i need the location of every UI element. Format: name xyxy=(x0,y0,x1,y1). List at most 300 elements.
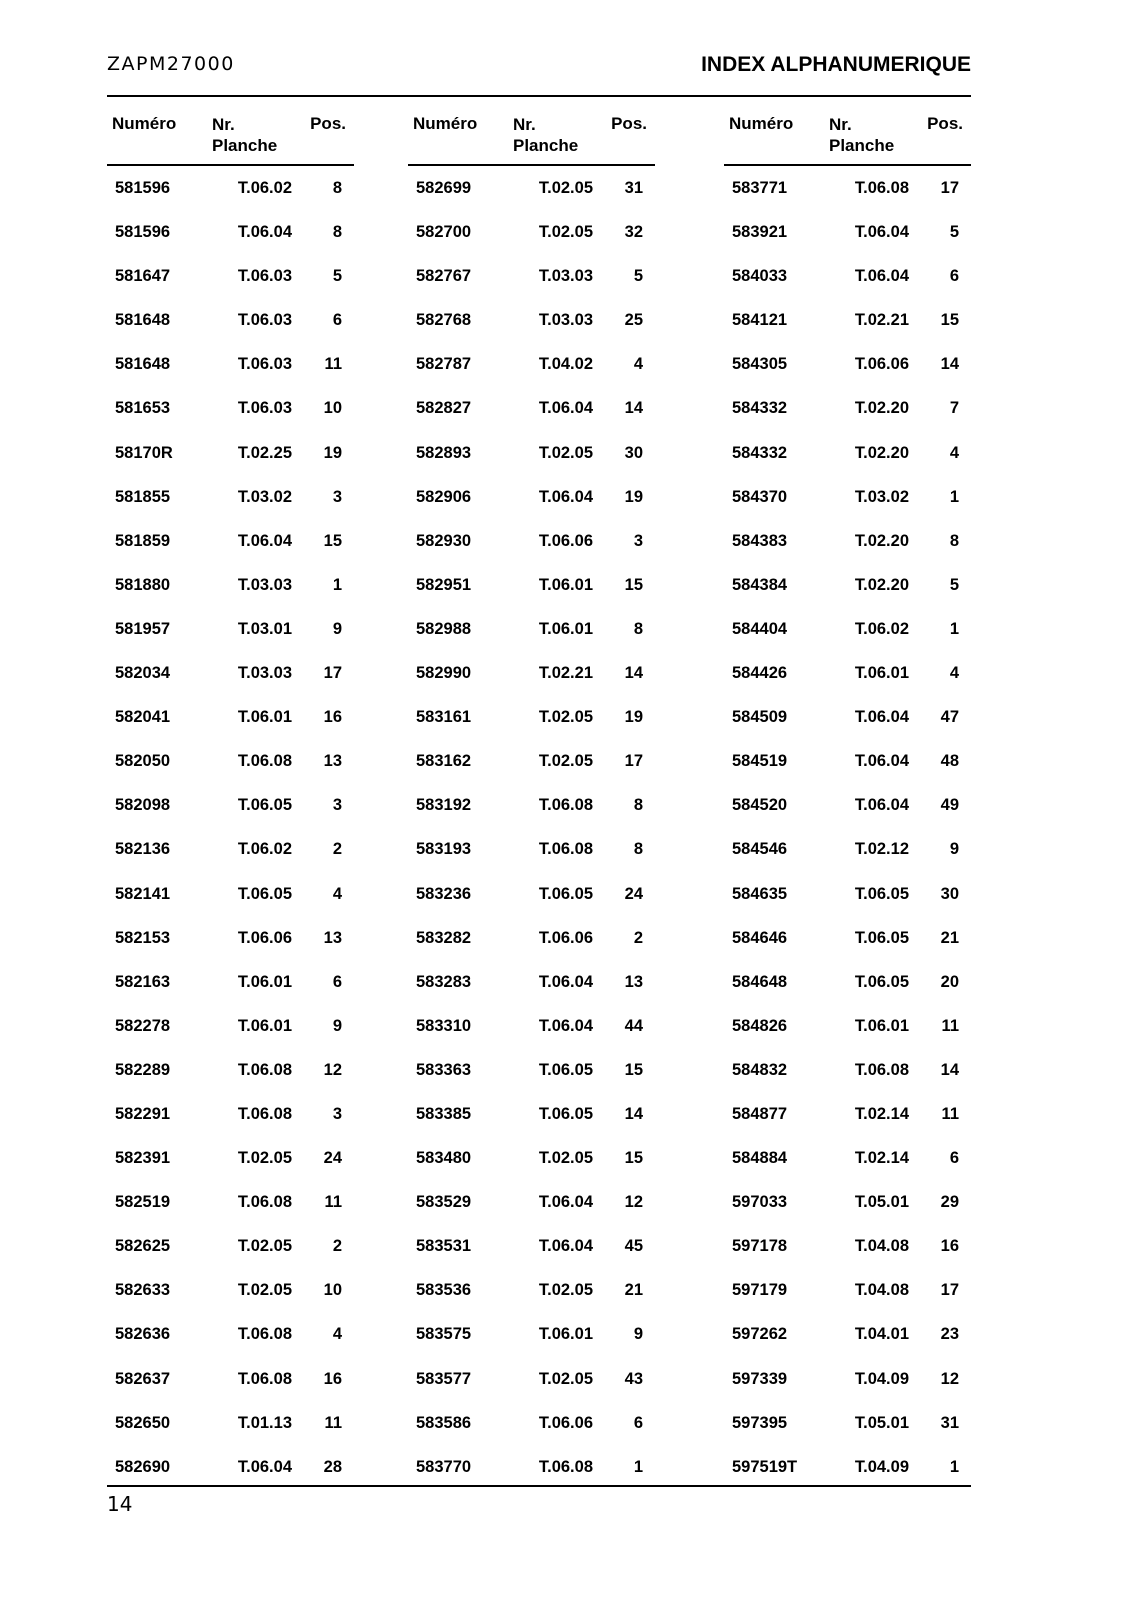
cell-numero: 58170R xyxy=(115,443,173,462)
bottom-rule xyxy=(107,1485,971,1487)
table-row xyxy=(724,827,971,871)
cell-numero: 582650 xyxy=(115,1413,171,1432)
index-rows xyxy=(724,166,971,1489)
table-row xyxy=(107,783,354,827)
cell-nr-planche: T.06.04 xyxy=(237,1457,292,1476)
cell-nr-planche: T.02.05 xyxy=(538,708,593,727)
cell-numero: 582034 xyxy=(115,664,171,683)
cell-nr-planche: T.06.02 xyxy=(237,840,292,859)
cell-numero: 582767 xyxy=(416,267,472,286)
cell-numero: 584646 xyxy=(732,928,788,947)
cell-nr-planche: T.06.05 xyxy=(854,884,909,903)
cell-nr-planche: T.06.08 xyxy=(237,752,292,771)
cell-nr-planche: T.06.03 xyxy=(237,311,292,330)
table-row xyxy=(408,827,655,871)
table-row xyxy=(724,298,971,342)
cell-pos: 7 xyxy=(949,399,959,418)
table-row xyxy=(724,1136,971,1180)
cell-numero: 597178 xyxy=(732,1237,788,1256)
header-nr: Nr. xyxy=(829,115,852,134)
table-row xyxy=(107,431,354,475)
cell-pos: 11 xyxy=(941,1016,959,1035)
cell-numero: 582827 xyxy=(416,399,472,418)
table-row xyxy=(107,872,354,916)
cell-pos: 19 xyxy=(624,487,643,506)
cell-pos: 3 xyxy=(332,796,342,815)
cell-nr-planche: T.06.02 xyxy=(237,179,292,197)
cell-numero: 584384 xyxy=(732,575,788,594)
index-column-2 xyxy=(408,97,655,1489)
cell-numero: 584404 xyxy=(732,619,788,638)
cell-nr-planche: T.02.05 xyxy=(538,443,593,462)
cell-nr-planche: T.06.01 xyxy=(854,664,909,683)
table-row xyxy=(724,739,971,783)
cell-numero: 583529 xyxy=(416,1193,472,1212)
cell-nr-planche: T.02.12 xyxy=(854,840,909,859)
table-row xyxy=(408,1092,655,1136)
cell-pos: 5 xyxy=(332,267,342,286)
header-nr: Nr. xyxy=(513,115,536,134)
cell-numero: 584370 xyxy=(732,487,788,506)
cell-pos: 19 xyxy=(323,443,342,462)
header-numero: Numéro xyxy=(112,114,177,133)
cell-pos: 6 xyxy=(332,311,342,330)
cell-nr-planche: T.04.08 xyxy=(854,1281,909,1300)
cell-nr-planche: T.02.20 xyxy=(854,575,909,594)
cell-numero: 582951 xyxy=(416,575,472,594)
page-number: 14 xyxy=(107,1492,133,1516)
cell-numero: 582633 xyxy=(115,1281,171,1300)
cell-numero: 583161 xyxy=(416,708,472,727)
cell-pos: 11 xyxy=(324,1413,342,1432)
table-row xyxy=(408,254,655,298)
cell-pos: 8 xyxy=(633,840,643,859)
table-row xyxy=(408,1004,655,1048)
cell-numero: 582519 xyxy=(115,1193,171,1212)
table-row xyxy=(408,342,655,386)
cell-pos: 9 xyxy=(332,619,342,638)
cell-nr-planche: T.06.08 xyxy=(237,1104,292,1123)
cell-numero: 582041 xyxy=(115,708,171,727)
cell-nr-planche: T.06.08 xyxy=(538,796,593,815)
table-row xyxy=(408,475,655,519)
table-row xyxy=(408,386,655,430)
cell-numero: 584826 xyxy=(732,1016,788,1035)
cell-numero: 582391 xyxy=(115,1149,171,1168)
cell-numero: 583385 xyxy=(416,1104,472,1123)
header-planche: Planche xyxy=(212,136,278,155)
cell-pos: 2 xyxy=(633,928,643,947)
cell-nr-planche: T.03.03 xyxy=(538,311,593,330)
cell-nr-planche: T.02.05 xyxy=(538,752,593,771)
cell-pos: 4 xyxy=(332,1325,342,1344)
cell-numero: 582278 xyxy=(115,1016,171,1035)
cell-pos: 49 xyxy=(940,796,959,815)
table-row xyxy=(724,166,971,210)
cell-numero: 583236 xyxy=(416,884,472,903)
cell-nr-planche: T.06.04 xyxy=(538,1237,593,1256)
cell-numero: 582153 xyxy=(115,928,171,947)
table-row xyxy=(107,1445,354,1489)
cell-numero: 584635 xyxy=(732,884,788,903)
table-row xyxy=(724,1224,971,1268)
cell-numero: 583770 xyxy=(416,1457,472,1476)
cell-nr-planche: T.03.02 xyxy=(854,487,909,506)
cell-nr-planche: T.02.21 xyxy=(854,311,909,330)
table-row xyxy=(408,1445,655,1489)
cell-pos: 13 xyxy=(323,752,342,771)
cell-pos: 1 xyxy=(949,1457,959,1476)
cell-numero: 582636 xyxy=(115,1325,171,1344)
cell-numero: 584332 xyxy=(732,399,788,418)
cell-pos: 8 xyxy=(633,796,643,815)
table-row xyxy=(724,1445,971,1489)
cell-nr-planche: T.06.03 xyxy=(237,267,292,286)
cell-numero: 583480 xyxy=(416,1149,472,1168)
index-column-3 xyxy=(724,97,971,1489)
cell-pos: 21 xyxy=(624,1281,643,1300)
table-row xyxy=(408,960,655,1004)
cell-pos: 6 xyxy=(949,1149,959,1168)
cell-numero: 582289 xyxy=(115,1060,171,1079)
table-row xyxy=(724,563,971,607)
cell-pos: 31 xyxy=(940,1413,959,1432)
cell-nr-planche: T.02.05 xyxy=(538,179,593,197)
cell-numero: 581648 xyxy=(115,355,171,374)
cell-pos: 24 xyxy=(323,1149,342,1168)
table-row xyxy=(408,1048,655,1092)
cell-numero: 597395 xyxy=(732,1413,788,1432)
cell-pos: 29 xyxy=(940,1193,959,1212)
table-row xyxy=(107,1092,354,1136)
table-row xyxy=(408,651,655,695)
cell-numero: 582141 xyxy=(115,884,171,903)
cell-nr-planche: T.06.01 xyxy=(237,972,292,991)
cell-numero: 584426 xyxy=(732,664,788,683)
cell-nr-planche: T.06.05 xyxy=(237,884,292,903)
table-row xyxy=(107,519,354,563)
page-title: INDEX ALPHANUMERIQUE xyxy=(701,53,971,76)
cell-nr-planche: T.02.05 xyxy=(538,223,593,242)
cell-nr-planche: T.03.03 xyxy=(237,575,292,594)
table-row xyxy=(724,1312,971,1356)
cell-numero: 584033 xyxy=(732,267,788,286)
cell-numero: 582098 xyxy=(115,796,171,815)
cell-nr-planche: T.06.01 xyxy=(538,619,593,638)
cell-numero: 583310 xyxy=(416,1016,472,1035)
cell-pos: 1 xyxy=(332,575,342,594)
cell-numero: 584648 xyxy=(732,972,788,991)
cell-pos: 45 xyxy=(624,1237,643,1256)
table-row xyxy=(408,563,655,607)
cell-numero: 582637 xyxy=(115,1369,171,1388)
cell-numero: 582625 xyxy=(115,1237,171,1256)
cell-nr-planche: T.01.13 xyxy=(237,1413,292,1432)
cell-pos: 11 xyxy=(941,1104,959,1123)
table-row xyxy=(107,1224,354,1268)
cell-pos: 6 xyxy=(633,1413,643,1432)
cell-nr-planche: T.06.08 xyxy=(237,1369,292,1388)
cell-pos: 48 xyxy=(940,752,959,771)
cell-nr-planche: T.06.04 xyxy=(538,487,593,506)
cell-pos: 2 xyxy=(332,840,342,859)
table-row xyxy=(408,1136,655,1180)
cell-numero: 597262 xyxy=(732,1325,788,1344)
table-row xyxy=(408,166,655,210)
table-row xyxy=(724,431,971,475)
cell-nr-planche: T.06.04 xyxy=(538,972,593,991)
table-row xyxy=(408,872,655,916)
cell-pos: 15 xyxy=(624,575,643,594)
cell-pos: 13 xyxy=(323,928,342,947)
cell-pos: 3 xyxy=(332,487,342,506)
cell-numero: 597033 xyxy=(732,1193,788,1212)
table-row xyxy=(408,1268,655,1312)
cell-pos: 1 xyxy=(949,487,959,506)
cell-numero: 582163 xyxy=(115,972,171,991)
table-row xyxy=(724,210,971,254)
table-row xyxy=(408,298,655,342)
cell-nr-planche: T.06.05 xyxy=(854,928,909,947)
header-nr-planche xyxy=(212,114,277,156)
index-column-1 xyxy=(107,97,354,1489)
table-row xyxy=(724,1357,971,1401)
cell-nr-planche: T.03.01 xyxy=(237,619,292,638)
cell-nr-planche: T.02.05 xyxy=(237,1237,292,1256)
table-row xyxy=(408,739,655,783)
cell-numero: 584383 xyxy=(732,531,788,550)
table-row xyxy=(724,519,971,563)
cell-nr-planche: T.05.01 xyxy=(854,1193,909,1212)
cell-nr-planche: T.02.05 xyxy=(538,1281,593,1300)
cell-numero: 582930 xyxy=(416,531,472,550)
cell-nr-planche: T.06.01 xyxy=(854,1016,909,1035)
cell-nr-planche: T.06.05 xyxy=(237,796,292,815)
cell-pos: 4 xyxy=(949,443,959,462)
table-row xyxy=(724,1004,971,1048)
table-row xyxy=(724,607,971,651)
table-row xyxy=(107,1136,354,1180)
cell-nr-planche: T.02.25 xyxy=(237,443,292,462)
table-row xyxy=(107,916,354,960)
cell-nr-planche: T.06.06 xyxy=(854,355,909,374)
cell-nr-planche: T.02.20 xyxy=(854,531,909,550)
cell-numero: 584520 xyxy=(732,796,788,815)
cell-pos: 16 xyxy=(323,1369,342,1388)
table-row xyxy=(724,1401,971,1445)
table-row xyxy=(107,563,354,607)
cell-numero: 583282 xyxy=(416,928,472,947)
cell-numero: 581596 xyxy=(115,179,171,197)
cell-nr-planche: T.03.02 xyxy=(237,487,292,506)
cell-numero: 584884 xyxy=(732,1149,788,1168)
cell-pos: 15 xyxy=(323,531,342,550)
cell-nr-planche: T.06.04 xyxy=(538,1016,593,1035)
cell-numero: 582136 xyxy=(115,840,171,859)
cell-nr-planche: T.02.21 xyxy=(538,664,593,683)
cell-pos: 12 xyxy=(940,1369,959,1388)
index-rows xyxy=(107,166,354,1489)
cell-pos: 6 xyxy=(949,267,959,286)
cell-pos: 47 xyxy=(940,708,959,727)
cell-pos: 23 xyxy=(940,1325,959,1344)
cell-nr-planche: T.02.05 xyxy=(237,1281,292,1300)
table-row xyxy=(724,916,971,960)
cell-nr-planche: T.06.03 xyxy=(237,355,292,374)
cell-pos: 4 xyxy=(633,355,643,374)
column-header xyxy=(724,97,971,166)
cell-nr-planche: T.02.20 xyxy=(854,399,909,418)
cell-numero: 583921 xyxy=(732,223,788,242)
cell-nr-planche: T.06.05 xyxy=(538,1104,593,1123)
table-row xyxy=(724,1268,971,1312)
cell-pos: 8 xyxy=(332,179,342,197)
cell-pos: 1 xyxy=(633,1457,643,1476)
cell-numero: 583771 xyxy=(732,179,788,197)
header-planche: Planche xyxy=(513,136,579,155)
doc-code: ZAPM27000 xyxy=(107,53,235,75)
cell-nr-planche: T.06.06 xyxy=(237,928,292,947)
table-row xyxy=(107,1180,354,1224)
cell-nr-planche: T.02.05 xyxy=(237,1149,292,1168)
cell-numero: 581957 xyxy=(115,619,171,638)
cell-nr-planche: T.06.04 xyxy=(538,399,593,418)
header-numero: Numéro xyxy=(413,114,478,133)
cell-nr-planche: T.06.08 xyxy=(854,1060,909,1079)
table-row xyxy=(107,475,354,519)
cell-nr-planche: T.06.08 xyxy=(854,179,909,197)
table-row xyxy=(408,916,655,960)
table-row xyxy=(107,1357,354,1401)
cell-pos: 32 xyxy=(624,223,643,242)
cell-pos: 8 xyxy=(332,223,342,242)
cell-numero: 581859 xyxy=(115,531,171,550)
cell-numero: 584832 xyxy=(732,1060,788,1079)
table-row xyxy=(107,607,354,651)
cell-pos: 3 xyxy=(332,1104,342,1123)
cell-numero: 582893 xyxy=(416,443,472,462)
cell-nr-planche: T.06.01 xyxy=(538,1325,593,1344)
header-pos: Pos. xyxy=(927,114,963,133)
cell-nr-planche: T.06.06 xyxy=(538,928,593,947)
cell-nr-planche: T.06.04 xyxy=(854,796,909,815)
cell-pos: 31 xyxy=(624,179,643,197)
table-row xyxy=(107,1268,354,1312)
cell-pos: 9 xyxy=(633,1325,643,1344)
cell-nr-planche: T.02.05 xyxy=(538,1369,593,1388)
table-row xyxy=(107,1004,354,1048)
cell-pos: 14 xyxy=(624,1104,643,1123)
cell-numero: 582990 xyxy=(416,664,472,683)
cell-nr-planche: T.03.03 xyxy=(538,267,593,286)
cell-pos: 4 xyxy=(332,884,342,903)
table-row xyxy=(408,519,655,563)
cell-nr-planche: T.06.08 xyxy=(538,840,593,859)
cell-numero: 584519 xyxy=(732,752,788,771)
cell-numero: 583586 xyxy=(416,1413,472,1432)
cell-nr-planche: T.06.04 xyxy=(854,267,909,286)
cell-numero: 582768 xyxy=(416,311,472,330)
cell-numero: 581653 xyxy=(115,399,171,418)
cell-pos: 5 xyxy=(949,575,959,594)
table-row xyxy=(724,783,971,827)
cell-nr-planche: T.04.08 xyxy=(854,1237,909,1256)
cell-pos: 13 xyxy=(624,972,643,991)
table-row xyxy=(107,827,354,871)
cell-numero: 583536 xyxy=(416,1281,472,1300)
cell-numero: 597519T xyxy=(732,1457,798,1476)
cell-pos: 14 xyxy=(624,664,643,683)
cell-nr-planche: T.04.02 xyxy=(538,355,593,374)
cell-numero: 581855 xyxy=(115,487,171,506)
table-row xyxy=(724,386,971,430)
table-row xyxy=(408,1180,655,1224)
cell-pos: 14 xyxy=(940,355,959,374)
cell-nr-planche: T.06.01 xyxy=(237,1016,292,1035)
cell-numero: 583363 xyxy=(416,1060,472,1079)
table-row xyxy=(107,1401,354,1445)
cell-nr-planche: T.06.06 xyxy=(538,1413,593,1432)
table-row xyxy=(408,1401,655,1445)
cell-pos: 5 xyxy=(949,223,959,242)
cell-numero: 583193 xyxy=(416,840,472,859)
cell-pos: 24 xyxy=(624,884,643,903)
table-row xyxy=(408,695,655,739)
cell-pos: 15 xyxy=(624,1060,643,1079)
header-numero: Numéro xyxy=(729,114,794,133)
cell-nr-planche: T.06.04 xyxy=(538,1193,593,1212)
table-row xyxy=(724,475,971,519)
cell-pos: 15 xyxy=(624,1149,643,1168)
cell-numero: 583283 xyxy=(416,972,472,991)
table-row xyxy=(408,607,655,651)
cell-numero: 582988 xyxy=(416,619,472,638)
table-row xyxy=(724,695,971,739)
cell-numero: 583162 xyxy=(416,752,472,771)
cell-pos: 11 xyxy=(324,1193,342,1212)
table-row xyxy=(724,651,971,695)
cell-numero: 584509 xyxy=(732,708,788,727)
cell-pos: 1 xyxy=(949,619,959,638)
table-row xyxy=(107,342,354,386)
table-row xyxy=(408,431,655,475)
cell-pos: 44 xyxy=(624,1016,643,1035)
cell-pos: 28 xyxy=(323,1457,342,1476)
cell-pos: 30 xyxy=(940,884,959,903)
cell-numero: 581880 xyxy=(115,575,171,594)
cell-nr-planche: T.06.04 xyxy=(854,223,909,242)
cell-pos: 9 xyxy=(949,840,959,859)
cell-nr-planche: T.06.05 xyxy=(538,884,593,903)
cell-nr-planche: T.06.03 xyxy=(237,399,292,418)
table-row xyxy=(107,386,354,430)
cell-pos: 20 xyxy=(940,972,959,991)
cell-numero: 584121 xyxy=(732,311,788,330)
cell-numero: 581596 xyxy=(115,223,171,242)
cell-numero: 582690 xyxy=(115,1457,171,1476)
cell-pos: 43 xyxy=(624,1369,643,1388)
cell-nr-planche: T.06.04 xyxy=(854,708,909,727)
cell-pos: 4 xyxy=(949,664,959,683)
table-row xyxy=(408,1312,655,1356)
cell-nr-planche: T.06.04 xyxy=(237,531,292,550)
cell-numero: 581648 xyxy=(115,311,171,330)
cell-nr-planche: T.04.01 xyxy=(854,1325,909,1344)
cell-nr-planche: T.06.05 xyxy=(538,1060,593,1079)
cell-pos: 11 xyxy=(324,355,342,374)
table-row xyxy=(107,210,354,254)
header-nr: Nr. xyxy=(212,115,235,134)
